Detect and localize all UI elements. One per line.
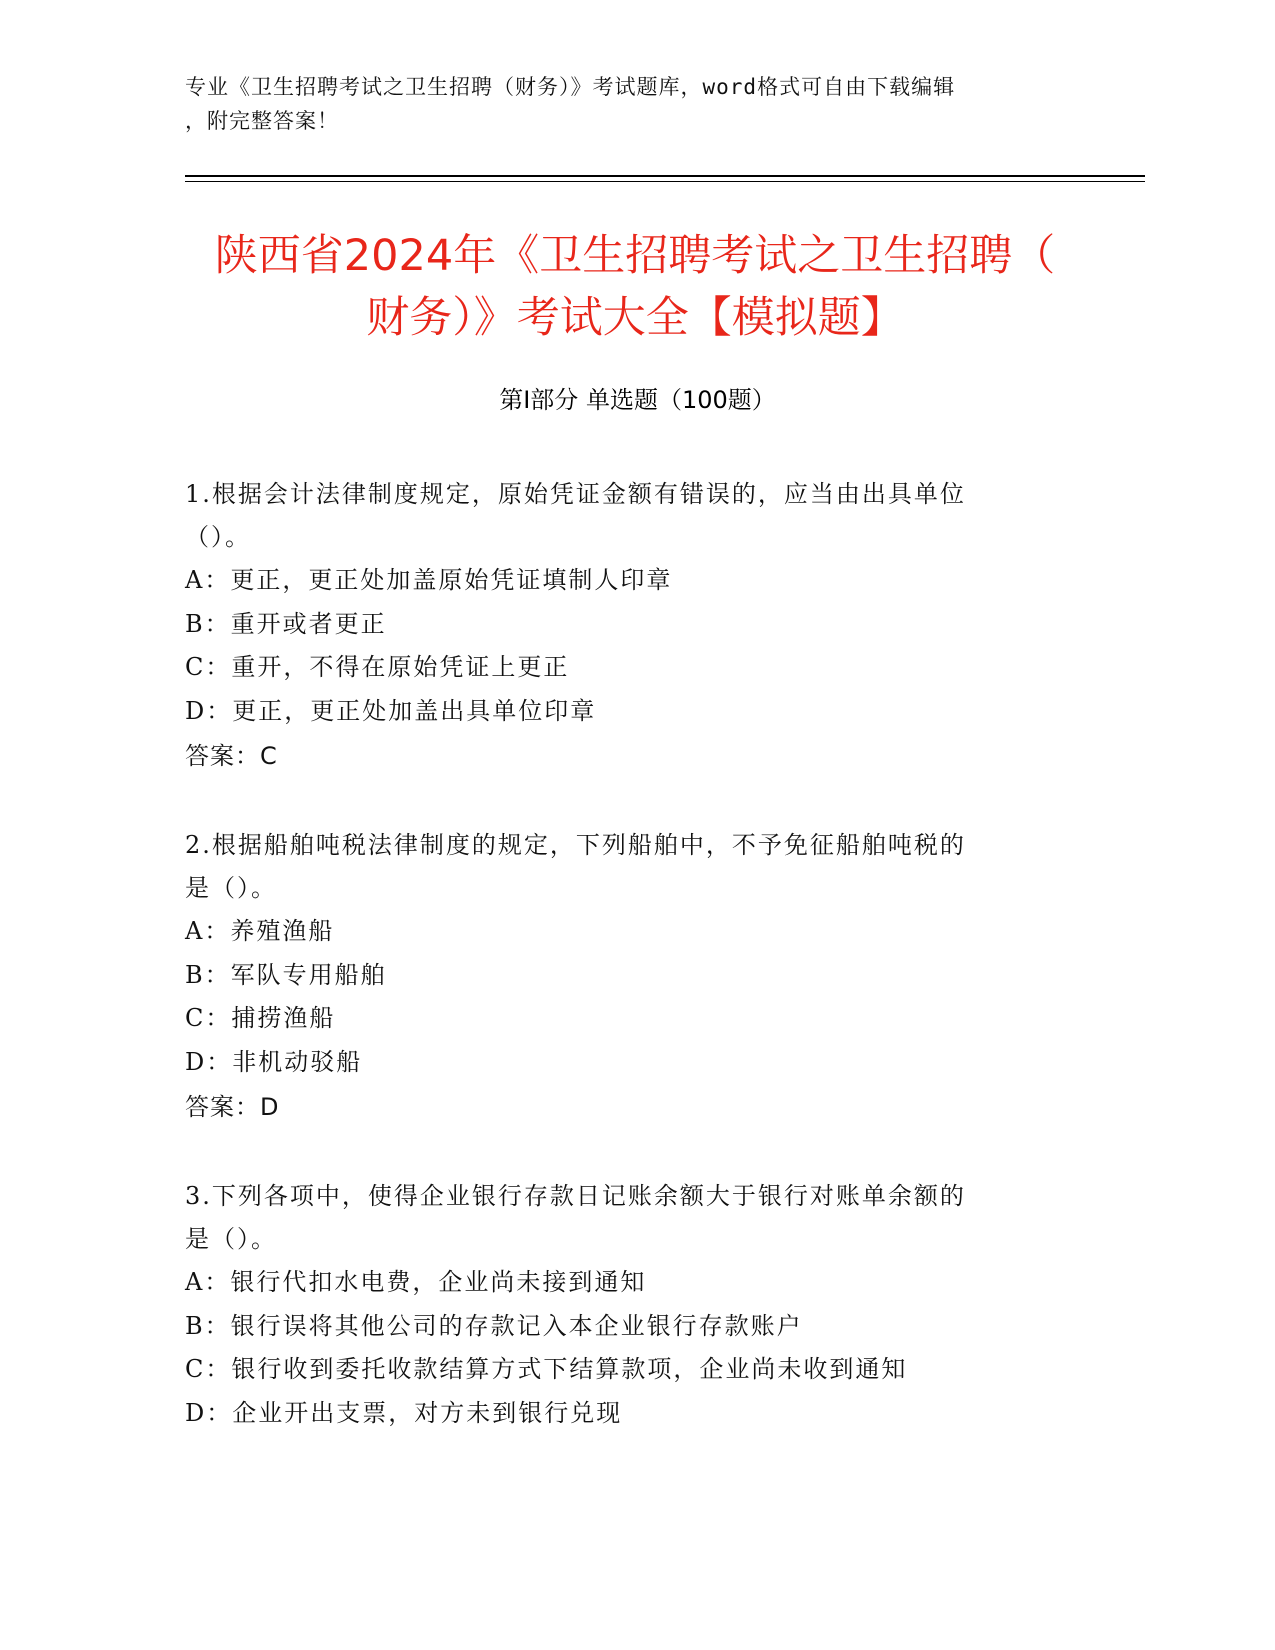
question-3-stem-line-2: 是（）。 — [185, 1225, 277, 1253]
question-2-option-c: C：捕捞渔船 — [185, 1004, 336, 1032]
document-title — [150, 225, 1120, 349]
header-note-line-1: 专业《卫生招聘考试之卫生招聘（财务）》考试题库，word格式可自由下载编辑 — [185, 75, 956, 99]
question-2-option-b: B：军队专用船舶 — [185, 960, 387, 989]
question-3-option-b: B：银行误将其他公司的存款记入本企业银行存款账户 — [185, 1311, 803, 1340]
question-3-stem — [185, 1175, 1065, 1261]
question-1-option-b: B：重开或者更正 — [185, 609, 387, 638]
header-note — [185, 70, 1065, 138]
header-note-line-2: ，附完整答案！ — [185, 109, 339, 133]
document-title-line-1: 陕西省2024年《卫生招聘考试之卫生招聘（ — [214, 231, 1056, 281]
question-3-stem-line-1: 3.下列各项中，使得企业银行存款日记账余额大于银行对账单余额的 — [185, 1182, 966, 1210]
question-2-answer: 答案：D — [185, 1093, 280, 1121]
question-2-option-d: D：非机动驳船 — [185, 1047, 363, 1076]
question-1 — [185, 473, 1065, 779]
question-3 — [185, 1175, 1065, 1435]
question-2-option-a: A：养殖渔船 — [185, 917, 335, 945]
document-title-line-2: 财务）》考试大全【模拟题】 — [366, 293, 904, 343]
question-1-stem-line-2: （）。 — [185, 523, 251, 551]
question-1-stem-line-1: 1.根据会计法律制度规定，原始凭证金额有错误的，应当由出具单位 — [185, 480, 966, 508]
question-2-stem-line-1: 2.根据船舶吨税法律制度的规定，下列船舶中，不予免征船舶吨税的 — [185, 831, 966, 859]
question-2 — [185, 824, 1065, 1130]
question-1-option-d: D：更正，更正处加盖出具单位印章 — [185, 696, 597, 725]
question-3-option-d: D：企业开出支票，对方未到银行兑现 — [185, 1398, 623, 1427]
header-rule-thick — [185, 175, 1145, 177]
question-2-stem — [185, 824, 1065, 910]
question-3-option-a: A：银行代扣水电费，企业尚未接到通知 — [185, 1268, 647, 1296]
header-rule-thin — [185, 181, 1145, 182]
question-1-option-a: A：更正，更正处加盖原始凭证填制人印章 — [185, 566, 673, 594]
question-1-option-c: C：重开，不得在原始凭证上更正 — [185, 653, 570, 681]
question-2-stem-line-2: 是（）。 — [185, 874, 277, 902]
question-1-stem — [185, 473, 1065, 559]
question-1-answer: 答案：C — [185, 742, 278, 770]
section-title: 第Ⅰ部分 单选题（100题） — [499, 386, 776, 414]
question-3-option-c: C：银行收到委托收款结算方式下结算款项，企业尚未收到通知 — [185, 1355, 908, 1383]
